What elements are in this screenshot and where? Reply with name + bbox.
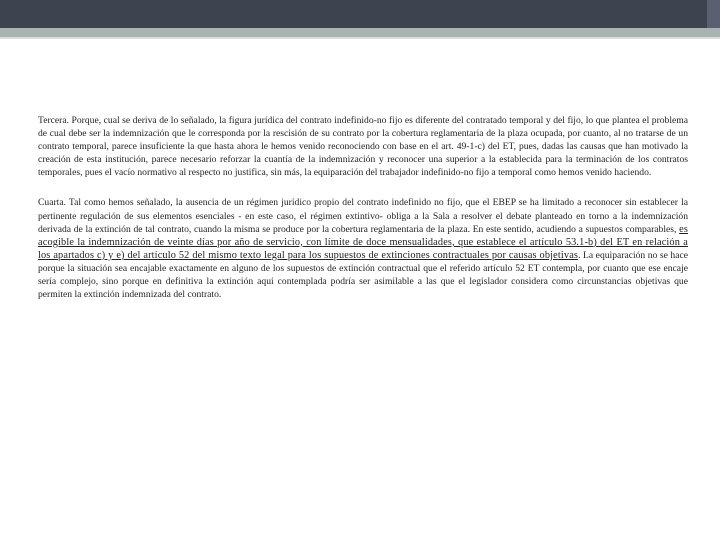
paragraph-text: Cuarta. Tal como hemos señalado, la ausencia de un régimen jurídico propio del contrato indefinido no fijo, que el EBEP se ha limitado a reconocer sin establecer la pertinente regulación de sus elementos esenciales - en este caso, el régimen extintivo- obliga a la Sala a resolver el debate planteado en torno a la indemnización derivada de la extinción de tal contrato, cuando la misma se produce por la cobertura reglamentaria de la plaza. En este sentido, acudiendo a supuestos comparables, bbox=[38, 197, 688, 235]
emphasized-text: es acogible la indemnización de veinte días por año de servicio, con límite de doce mensualidades, que establece el artículo 53.1-b) del ET en relación a los apartados c) y e) del artículo 52 del mismo texto legal para los supuestos de extinciones contractuales por causas objetivas bbox=[38, 223, 688, 261]
paragraph-cuarta bbox=[38, 196, 688, 301]
paragraph-text-end: . La equiparación no se hace porque la situación sea encajable exactamente en alguno de los supuestos de extinción contractual que el referido artículo 52 ET contempla, por cuanto que ese encaje sería complejo, sino porque en definitiva la extinción aquí contemplada podría ser asimilable a las que el legislador considera como circunstancias objetivas que permiten la extinción indemnizada del contrato. bbox=[38, 249, 688, 301]
slide-header-line bbox=[0, 37, 720, 39]
slide-header-bar bbox=[0, 0, 720, 28]
slide-header-corner bbox=[707, 0, 720, 28]
paragraph-text: Tercera. Porque, cual se deriva de lo señalado, la figura jurídica del contrato indefinido-no fijo es diferente del contratado temporal y del fijo, lo que plantea el problema de cual debe ser la indemnización que le corresponda por la rescisión de su contrato por la cobertura reglamentaria de la plaza ocupada, por cuanto, al no tratarse de un contrato temporal, parece insuficiente la que hasta ahora le hemos venido reconociendo con base en el art. 49-1-c) del ET, pues, dadas las causas que han motivado la creación de esta institución, parece necesario reforzar la cuantía de la indemnización y reconocer una superior a la establecida para la terminación de los contratos temporales, pues el vacío normativo al respecto no justifica, sin más, la equiparación del trabajador indefinido-no fijo a temporal como hemos venido haciendo. bbox=[38, 115, 688, 179]
slide-body bbox=[38, 114, 688, 301]
slide-header-stripe bbox=[0, 28, 720, 37]
paragraph-tercera bbox=[38, 114, 688, 179]
